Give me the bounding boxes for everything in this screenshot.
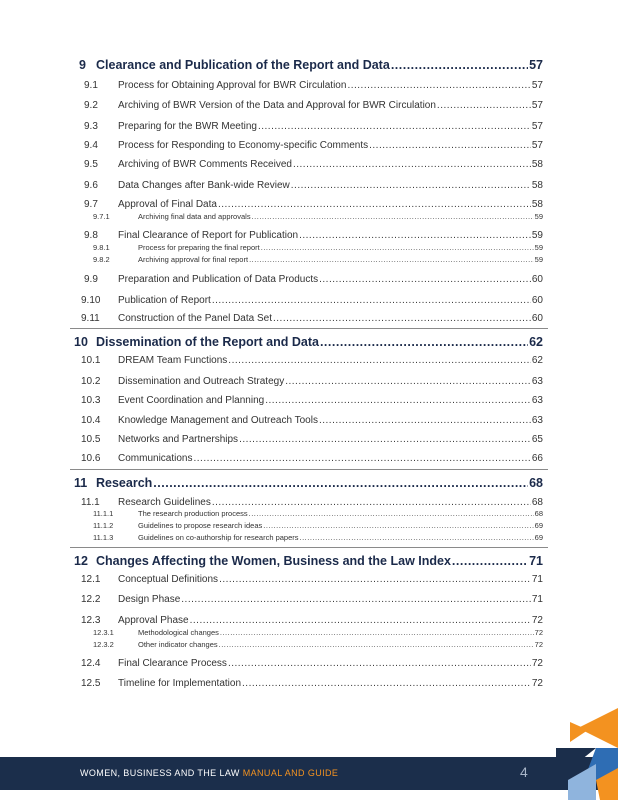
- decor-triangle-orange-top: [578, 708, 618, 748]
- toc-entry-page: 72: [534, 628, 543, 637]
- toc-entry[interactable]: [0, 159, 618, 170]
- toc-entry-page: 63: [531, 415, 543, 426]
- toc-entry-number: 10.4: [81, 415, 101, 426]
- toc-entry-page: 60: [531, 295, 543, 306]
- toc-entry-number: 12.2: [81, 594, 101, 605]
- toc-entry-number: 9.7.1: [93, 212, 110, 221]
- toc-entry-page: 68: [534, 509, 543, 518]
- toc-entry-title: Dissemination of the Report and Data: [96, 335, 319, 349]
- toc-entry-page: 59: [534, 255, 543, 264]
- toc-entry[interactable]: [0, 255, 618, 264]
- toc-entry-page: 57: [531, 80, 543, 91]
- toc-dot-leader: [153, 476, 528, 490]
- toc-entry-number: 11.1.2: [93, 521, 114, 530]
- toc-dot-leader: [242, 678, 531, 689]
- footer-title: [80, 768, 338, 778]
- toc-dot-leader: [193, 453, 530, 464]
- toc-dot-leader: [320, 335, 528, 349]
- toc-entry-title: Preparing for the BWR Meeting: [118, 121, 257, 132]
- toc-entry[interactable]: [0, 476, 618, 490]
- toc-entry-title: Timeline for Implementation: [118, 678, 242, 689]
- toc-entry-number: 9.4: [84, 140, 98, 151]
- decor-triangle-lightblue: [568, 764, 596, 800]
- toc-entry[interactable]: [0, 100, 618, 111]
- toc-entry-page: 72: [531, 658, 543, 669]
- toc-entry-number: 9.5: [84, 159, 98, 170]
- toc-entry-page: 72: [531, 678, 543, 689]
- toc-entry-title: Process for Responding to Economy-specific Comments: [118, 140, 369, 151]
- toc-entry[interactable]: [0, 434, 618, 445]
- toc-entry-page: 72: [534, 640, 543, 649]
- toc-entry[interactable]: [0, 533, 618, 542]
- toc-dot-leader: [219, 574, 531, 585]
- toc-entry-page: 60: [531, 313, 543, 324]
- toc-entry-number: 10.6: [81, 453, 101, 464]
- toc-entry-title: Research Guidelines: [118, 497, 211, 508]
- toc-dot-leader: [273, 313, 531, 324]
- toc-dot-leader: [252, 212, 534, 221]
- toc-entry[interactable]: [0, 140, 618, 151]
- toc-entry-number: 9.9: [84, 274, 98, 285]
- toc-dot-leader: [293, 159, 531, 170]
- section-divider: [70, 547, 548, 548]
- toc-dot-leader: [261, 243, 534, 252]
- toc-entry-page: 57: [531, 100, 543, 111]
- toc-entry-number: 9.7: [84, 199, 98, 210]
- toc-entry-number: 10: [74, 335, 88, 349]
- toc-entry-page: 59: [534, 243, 543, 252]
- toc-entry[interactable]: [0, 313, 618, 324]
- toc-entry-page: 59: [531, 230, 543, 241]
- toc-entry[interactable]: [0, 658, 618, 669]
- toc-entry[interactable]: [0, 355, 618, 366]
- decorative-triangles-graphic: [556, 708, 618, 800]
- toc-dot-leader: [452, 554, 528, 568]
- page-number: 4: [520, 764, 528, 780]
- toc-entry-number: 9.10: [81, 295, 101, 306]
- toc-entry-title: Knowledge Management and Outreach Tools: [118, 415, 318, 426]
- toc-entry[interactable]: [0, 453, 618, 464]
- toc-entry-title: Guidelines on co-authorship for research papers: [138, 533, 299, 542]
- toc-entry[interactable]: [0, 628, 618, 637]
- toc-dot-leader: [190, 615, 531, 626]
- toc-entry-number: 10.5: [81, 434, 101, 445]
- toc-entry-number: 9.8.1: [93, 243, 110, 252]
- toc-entry-number: 9.3: [84, 121, 98, 132]
- toc-entry-page: 71: [531, 574, 543, 585]
- toc-entry-title: Archiving of BWR Comments Received: [118, 159, 292, 170]
- toc-entry-number: 11.1.3: [93, 533, 114, 542]
- toc-entry-title: Design Phase: [118, 594, 181, 605]
- toc-entry-title: Final Clearance Process: [118, 658, 227, 669]
- toc-entry-number: 9.8.2: [93, 255, 110, 264]
- toc-entry-number: 9: [79, 58, 86, 72]
- toc-dot-leader: [249, 255, 534, 264]
- toc-dot-leader: [181, 594, 531, 605]
- toc-entry[interactable]: [0, 554, 618, 568]
- toc-entry-page: 57: [531, 140, 543, 151]
- toc-entry-page: 58: [531, 199, 543, 210]
- toc-entry-title: Clearance and Publication of the Report and Data: [96, 58, 390, 72]
- toc-entry[interactable]: [0, 335, 618, 349]
- toc-entry-page: 72: [531, 615, 543, 626]
- toc-entry-title: Approval Phase: [118, 615, 189, 626]
- toc-entry[interactable]: [0, 199, 618, 210]
- toc-entry-number: 10.1: [81, 355, 101, 366]
- toc-entry-number: 12.3.1: [93, 628, 114, 637]
- toc-entry-title: Archiving approval for final report: [138, 255, 249, 264]
- toc-entry[interactable]: [0, 295, 618, 306]
- toc-dot-leader: [391, 58, 528, 72]
- toc-entry-title: Final Clearance of Report for Publication: [118, 230, 299, 241]
- toc-entry-page: 60: [531, 274, 543, 285]
- toc-entry-number: 12.4: [81, 658, 101, 669]
- toc-entry-title: Research: [96, 476, 153, 490]
- toc-entry-number: 11.1.1: [93, 509, 114, 518]
- toc-entry-number: 12.1: [81, 574, 101, 585]
- toc-entry-page: 69: [534, 533, 543, 542]
- toc-entry[interactable]: [0, 574, 618, 585]
- toc-entry-title: Approval of Final Data: [118, 199, 217, 210]
- toc-entry-page: 58: [531, 180, 543, 191]
- toc-dot-leader: [300, 533, 534, 542]
- toc-entry[interactable]: [0, 509, 618, 518]
- toc-entry-title: Networks and Partnerships: [118, 434, 239, 445]
- toc-entry-number: 10.2: [81, 376, 101, 387]
- toc-entry-number: 9.2: [84, 100, 98, 111]
- toc-entry-number: 10.3: [81, 395, 101, 406]
- toc-entry-title: The research production process: [138, 509, 248, 518]
- toc-entry-page: 62: [531, 355, 543, 366]
- toc-dot-leader: [212, 295, 531, 306]
- toc-entry-number: 11: [74, 476, 88, 490]
- toc-entry-title: Other indicator changes: [138, 640, 218, 649]
- toc-entry-number: 12: [74, 554, 88, 568]
- toc-entry-title: Changes Affecting the Women, Business and the Law Index: [96, 554, 451, 568]
- toc-entry-page: 62: [529, 335, 543, 349]
- toc-dot-leader: [218, 199, 531, 210]
- toc-entry-title: Publication of Report: [118, 295, 211, 306]
- toc-entry[interactable]: [0, 594, 618, 605]
- toc-entry[interactable]: [0, 274, 618, 285]
- toc-entry-page: 66: [531, 453, 543, 464]
- toc-entry-number: 9.11: [81, 313, 100, 324]
- toc-entry-title: Archiving of BWR Version of the Data and Approval for BWR Circulation: [118, 100, 436, 111]
- footer-title-accent: MANUAL AND GUIDE: [242, 768, 339, 778]
- toc-dot-leader: [265, 395, 531, 406]
- toc-entry-number: 12.3: [81, 615, 101, 626]
- toc-entry-page: 71: [531, 594, 543, 605]
- toc-entry-title: Preparation and Publication of Data Products: [118, 274, 319, 285]
- toc-entry[interactable]: [0, 121, 618, 132]
- toc-dot-leader: [369, 140, 531, 151]
- toc-dot-leader: [319, 415, 531, 426]
- toc-entry-title: Archiving final data and approvals: [138, 212, 251, 221]
- toc-entry-number: 9.1: [84, 80, 98, 91]
- toc-entry[interactable]: [0, 243, 618, 252]
- toc-entry[interactable]: [0, 497, 618, 508]
- toc-entry-title: Methodological changes: [138, 628, 219, 637]
- toc-dot-leader: [299, 230, 531, 241]
- toc-entry-title: Communications: [118, 453, 193, 464]
- toc-entry-page: 65: [531, 434, 543, 445]
- toc-dot-leader: [347, 80, 530, 91]
- toc-entry[interactable]: [0, 230, 618, 241]
- toc-dot-leader: [291, 180, 531, 191]
- toc-dot-leader: [437, 100, 531, 111]
- toc-entry-page: 69: [534, 521, 543, 530]
- toc-entry[interactable]: [0, 80, 618, 91]
- toc-entry-page: 59: [534, 212, 543, 221]
- toc-entry-title: DREAM Team Functions: [118, 355, 228, 366]
- toc-entry-number: 9.6: [84, 180, 98, 191]
- toc-dot-leader: [228, 355, 531, 366]
- toc-entry-title: Dissemination and Outreach Strategy: [118, 376, 285, 387]
- toc-entry-page: 63: [531, 395, 543, 406]
- toc-entry[interactable]: [0, 376, 618, 387]
- toc-dot-leader: [228, 658, 531, 669]
- toc-entry-title: Process for Obtaining Approval for BWR Circulation: [118, 80, 347, 91]
- toc-entry[interactable]: [0, 212, 618, 221]
- toc-entry-page: 57: [529, 58, 543, 72]
- toc-entry-page: 71: [529, 554, 543, 568]
- toc-entry-number: 12.3.2: [93, 640, 114, 649]
- footer-title-main: WOMEN, BUSINESS AND THE LAW: [80, 768, 240, 778]
- page-footer: [0, 757, 618, 790]
- toc-entry-title: Process for preparing the final report: [138, 243, 260, 252]
- toc-dot-leader: [258, 121, 531, 132]
- section-divider: [70, 469, 548, 470]
- toc-entry-page: 68: [529, 476, 543, 490]
- toc-dot-leader: [319, 274, 531, 285]
- toc-entry[interactable]: [0, 678, 618, 689]
- toc-dot-leader: [263, 521, 533, 530]
- toc-entry-title: Conceptual Definitions: [118, 574, 219, 585]
- toc-entry[interactable]: [0, 521, 618, 530]
- toc-entry[interactable]: [0, 395, 618, 406]
- toc-entry-title: Event Coordination and Planning: [118, 395, 265, 406]
- toc-entry-number: 9.8: [84, 230, 98, 241]
- toc-dot-leader: [249, 509, 534, 518]
- toc-entry[interactable]: [0, 615, 618, 626]
- toc-dot-leader: [220, 628, 534, 637]
- toc-entry-title: Data Changes after Bank-wide Review: [118, 180, 290, 191]
- toc-entry-page: 57: [531, 121, 543, 132]
- toc-dot-leader: [219, 640, 534, 649]
- toc-entry[interactable]: [0, 180, 618, 191]
- toc-dot-leader: [212, 497, 531, 508]
- toc-entry-number: 12.5: [81, 678, 101, 689]
- toc-entry-page: 58: [531, 159, 543, 170]
- toc-entry-page: 68: [531, 497, 543, 508]
- toc-entry-title: Construction of the Panel Data Set: [118, 313, 272, 324]
- toc-entry[interactable]: [0, 415, 618, 426]
- toc-entry-number: 11.1: [81, 497, 100, 508]
- section-divider: [70, 328, 548, 329]
- toc-dot-leader: [239, 434, 531, 445]
- toc-entry-page: 63: [531, 376, 543, 387]
- toc-dot-leader: [285, 376, 531, 387]
- toc-entry[interactable]: [0, 58, 618, 72]
- toc-entry[interactable]: [0, 640, 618, 649]
- toc-entry-title: Guidelines to propose research ideas: [138, 521, 263, 530]
